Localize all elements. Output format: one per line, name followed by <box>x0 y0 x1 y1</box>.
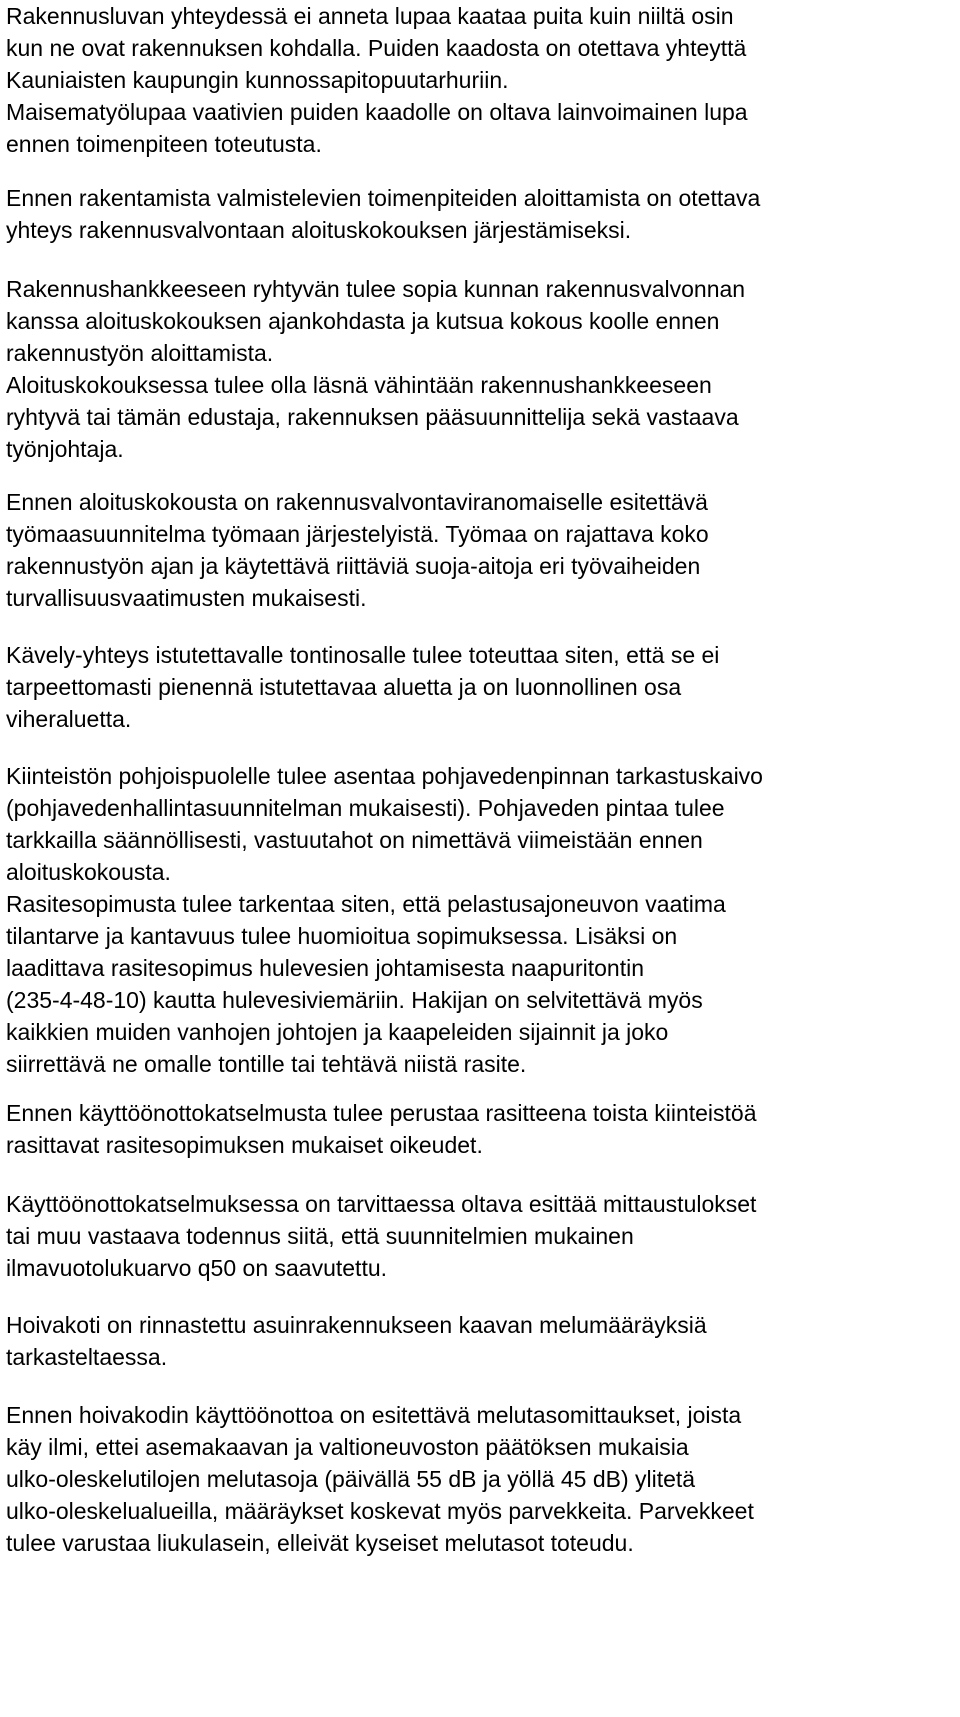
text-line: Hoivakoti on rinnastettu asuinrakennukseen kaavan melumääräyksiä <box>6 1312 707 1338</box>
paragraph-groundwater-easement <box>6 760 951 1080</box>
paragraph-care-home-noise <box>6 1309 951 1373</box>
text-line: siirrettävä ne omalle tontille tai tehtävä niistä rasite. <box>6 1051 527 1077</box>
text-line: ilmavuotolukuarvo q50 on saavutettu. <box>6 1255 388 1281</box>
text-line: ulko-oleskelualueilla, määräykset koskevat myös parvekkeita. Parvekkeet <box>6 1498 754 1524</box>
text-line: ryhtyvä tai tämän edustaja, rakennuksen pääsuunnittelija sekä vastaava <box>6 404 739 430</box>
text-line: Rakennusluvan yhteydessä ei anneta lupaa kaataa puita kuin niiltä osin <box>6 3 734 29</box>
text-line: tai muu vastaava todennus siitä, että suunnitelmien mukainen <box>6 1223 634 1249</box>
text-line: kun ne ovat rakennuksen kohdalla. Puiden kaadosta on otettava yhteyttä <box>6 35 747 61</box>
text-line: Ennen rakentamista valmistelevien toimenpiteiden aloittamista on otettava <box>6 185 761 211</box>
paragraph-construction-contact <box>6 182 951 246</box>
text-line: kanssa aloituskokouksen ajankohdasta ja kutsua kokous koolle ennen <box>6 308 720 334</box>
text-line: tilantarve ja kantavuus tulee huomioitua sopimuksessa. Lisäksi on <box>6 923 678 949</box>
text-line: tarkkailla säännöllisesti, vastuutahot on nimettävä viimeistään ennen <box>6 827 703 853</box>
paragraph-tree-felling <box>6 0 951 160</box>
text-line: työnjohtaja. <box>6 436 124 462</box>
text-line: kaikkien muiden vanhojen johtojen ja kaapeleiden sijainnit ja joko <box>6 1019 669 1045</box>
text-line: aloituskokousta. <box>6 859 171 885</box>
text-line: ennen toimenpiteen toteutusta. <box>6 131 322 157</box>
text-line: Rakennushankkeeseen ryhtyvän tulee sopia kunnan rakennusvalvonnan <box>6 276 746 302</box>
paragraph-commissioning-easement <box>6 1097 951 1161</box>
text-line: (235-4-48-10) kautta hulevesiviemäriin. Hakijan on selvitettävä myös <box>6 987 703 1013</box>
text-line: Rasitesopimusta tulee tarkentaa siten, että pelastusajoneuvon vaatima <box>6 891 726 917</box>
text-line: turvallisuusvaatimusten mukaisesti. <box>6 585 367 611</box>
text-line: tarkasteltaessa. <box>6 1344 168 1370</box>
text-line: rasittavat rasitesopimuksen mukaiset oikeudet. <box>6 1132 483 1158</box>
text-line: viheraluetta. <box>6 706 132 732</box>
text-line: Ennen hoivakodin käyttöönottoa on esitettävä melutasomittaukset, joista <box>6 1402 742 1428</box>
paragraph-airtightness <box>6 1188 951 1284</box>
paragraph-kickoff-meeting <box>6 273 951 465</box>
paragraph-walkway <box>6 639 951 735</box>
text-line: tulee varustaa liukulasein, elleivät kyseiset melutasot toteudu. <box>6 1530 634 1556</box>
text-line: Ennen käyttöönottokatselmusta tulee perustaa rasitteena toista kiinteistöä <box>6 1100 757 1126</box>
text-line: Kiinteistön pohjoispuolelle tulee asentaa pohjavedenpinnan tarkastuskaivo <box>6 763 763 789</box>
paragraph-site-plan <box>6 486 951 614</box>
text-line: Kauniaisten kaupungin kunnossapitopuutarhuriin. <box>6 67 509 93</box>
text-line: Kävely-yhteys istutettavalle tontinosalle tulee toteuttaa siten, että se ei <box>6 642 720 668</box>
text-line: rakennustyön ajan ja käytettävä riittäviä suoja-aitoja eri työvaiheiden <box>6 553 701 579</box>
text-line: laadittava rasitesopimus hulevesien johtamisesta naapuritontin <box>6 955 644 981</box>
text-line: työmaasuunnitelma työmaan järjestelyistä. Työmaa on rajattava koko <box>6 521 709 547</box>
text-line: Käyttöönottokatselmuksessa on tarvittaessa oltava esittää mittaustulokset <box>6 1191 757 1217</box>
text-line: tarpeettomasti pienennä istutettavaa aluetta ja on luonnollinen osa <box>6 674 682 700</box>
text-line: (pohjavedenhallintasuunnitelman mukaisesti). Pohjaveden pintaa tulee <box>6 795 725 821</box>
text-line: käy ilmi, ettei asemakaavan ja valtioneuvoston päätöksen mukaisia <box>6 1434 689 1460</box>
text-line: ulko-oleskelutilojen melutasoja (päivällä 55 dB ja yöllä 45 dB) ylitetä <box>6 1466 696 1492</box>
text-line: Ennen aloituskokousta on rakennusvalvontaviranomaiselle esitettävä <box>6 489 708 515</box>
paragraph-noise-measurements <box>6 1399 951 1559</box>
text-line: rakennustyön aloittamista. <box>6 340 274 366</box>
text-line: Maisematyölupaa vaativien puiden kaadolle on oltava lainvoimainen lupa <box>6 99 748 125</box>
text-line: yhteys rakennusvalvontaan aloituskokouksen järjestämiseksi. <box>6 217 632 243</box>
text-line: Aloituskokouksessa tulee olla läsnä vähintään rakennushankkeeseen <box>6 372 712 398</box>
